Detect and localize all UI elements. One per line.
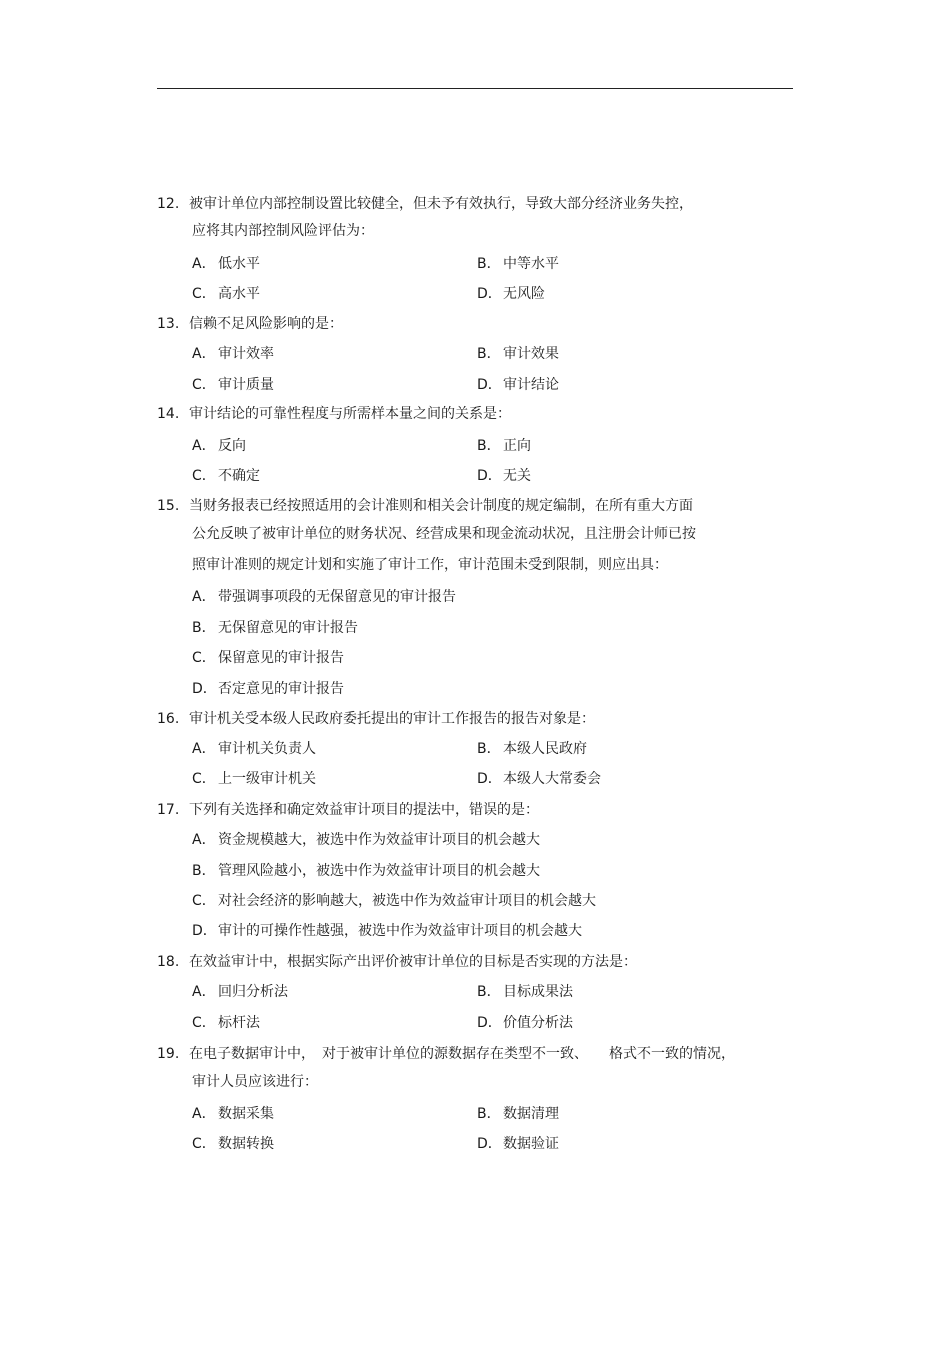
question-stem: 当财务报表已经按照适用的会计准则和相关会计制度的规定编制，在所有重大方面 [189, 498, 693, 514]
option-letter: B． [477, 256, 501, 272]
option-text: 高水平 [218, 286, 260, 302]
option-text: 中等水平 [503, 256, 559, 272]
option-b[interactable] [192, 619, 358, 637]
option-d[interactable] [477, 1135, 559, 1153]
option-text: 审计效率 [218, 346, 274, 362]
option-letter: D． [477, 1136, 502, 1152]
option-text: 数据验证 [503, 1136, 559, 1152]
option-text: 管理风险越小，被选中作为效益审计项目的机会越大 [218, 863, 540, 879]
option-text: 审计质量 [218, 377, 274, 393]
option-letter: C． [192, 650, 216, 666]
option-text: 本级人大常委会 [503, 771, 601, 787]
question-stem-continued: 审计人员应该进行： [192, 1074, 318, 1090]
option-text: 无保留意见的审计报告 [218, 620, 358, 636]
option-d[interactable] [477, 1014, 573, 1032]
option-a[interactable] [192, 437, 246, 455]
option-a[interactable] [192, 345, 274, 363]
option-text: 带强调事项段的无保留意见的审计报告 [218, 589, 456, 605]
option-text: 审计的可操作性越强，被选中作为效益审计项目的机会越大 [218, 923, 582, 939]
option-b[interactable] [477, 1105, 559, 1123]
option-letter: C． [192, 377, 216, 393]
question-stem: 下列有关选择和确定效益审计项目的提法中，错误的是： [189, 802, 539, 818]
option-letter: C． [192, 771, 216, 787]
option-letter: C． [192, 468, 216, 484]
option-text: 正向 [503, 438, 531, 454]
option-text: 数据转换 [218, 1136, 274, 1152]
option-c[interactable] [192, 649, 344, 667]
option-b[interactable] [477, 345, 559, 363]
option-letter: A． [192, 346, 216, 362]
option-c[interactable] [192, 467, 260, 485]
option-d[interactable] [192, 680, 344, 698]
option-b[interactable] [477, 437, 531, 455]
option-letter: A． [192, 984, 216, 1000]
option-letter: D． [477, 1015, 502, 1031]
option-a[interactable] [192, 1105, 274, 1123]
option-a[interactable] [192, 588, 456, 606]
option-d[interactable] [477, 467, 531, 485]
question-stem: 在电子数据审计中， 对于被审计单位的源数据存在类型不一致、 格式不一致的情况， [189, 1046, 735, 1062]
option-letter: A． [192, 589, 216, 605]
option-letter: D． [192, 923, 217, 939]
option-text: 对社会经济的影响越大，被选中作为效益审计项目的机会越大 [218, 893, 596, 909]
header-rule [157, 88, 793, 89]
question-number: 15. [157, 498, 180, 514]
question-stem: 被审计单位内部控制设置比较健全，但未予有效执行，导致大部分经济业务失控， [189, 196, 693, 212]
option-letter: B． [192, 863, 216, 879]
option-a[interactable] [192, 831, 540, 849]
question-stem: 审计结论的可靠性程度与所需样本量之间的关系是： [189, 406, 511, 422]
question-stem: 在效益审计中，根据实际产出评价被审计单位的目标是否实现的方法是： [189, 954, 637, 970]
question-number: 19. [157, 1046, 180, 1062]
option-letter: B． [477, 346, 501, 362]
option-letter: A． [192, 741, 216, 757]
question-stem: 信赖不足风险影响的是： [189, 316, 343, 332]
option-c[interactable] [192, 1135, 274, 1153]
option-letter: D． [477, 771, 502, 787]
option-letter: C． [192, 893, 216, 909]
option-text: 目标成果法 [503, 984, 573, 1000]
option-text: 无关 [503, 468, 531, 484]
option-d[interactable] [477, 285, 545, 303]
option-letter: B． [477, 1106, 501, 1122]
question-number: 14. [157, 406, 180, 422]
question-stem-continued: 公允反映了被审计单位的财务状况、经营成果和现金流动状况，且注册会计师已按 [192, 526, 696, 542]
option-b[interactable] [477, 255, 559, 273]
question-stem-continued: 照审计准则的规定计划和实施了审计工作，审计范围未受到限制，则应出具： [192, 557, 668, 573]
option-letter: D． [477, 377, 502, 393]
option-text: 价值分析法 [503, 1015, 573, 1031]
question-number: 18. [157, 954, 180, 970]
option-text: 数据采集 [218, 1106, 274, 1122]
question-stem-continued: 应将其内部控制风险评估为： [192, 223, 374, 239]
option-text: 反向 [218, 438, 246, 454]
option-text: 资金规模越大，被选中作为效益审计项目的机会越大 [218, 832, 540, 848]
question-number: 16. [157, 711, 180, 727]
option-letter: D． [477, 468, 502, 484]
option-text: 无风险 [503, 286, 545, 302]
option-letter: B． [477, 741, 501, 757]
question-stem: 审计机关受本级人民政府委托提出的审计工作报告的报告对象是： [189, 711, 595, 727]
question-number: 12. [157, 196, 180, 212]
option-c[interactable] [192, 285, 260, 303]
option-letter: B． [477, 984, 501, 1000]
option-letter: D． [192, 681, 217, 697]
option-letter: A． [192, 1106, 216, 1122]
option-text: 审计机关负责人 [218, 741, 316, 757]
option-a[interactable] [192, 255, 260, 273]
option-text: 低水平 [218, 256, 260, 272]
option-letter: C． [192, 286, 216, 302]
option-c[interactable] [192, 376, 274, 394]
option-c[interactable] [192, 1014, 260, 1032]
option-text: 审计结论 [503, 377, 559, 393]
question-number: 13. [157, 316, 180, 332]
option-b[interactable] [192, 862, 540, 880]
option-c[interactable] [192, 892, 596, 910]
option-letter: C． [192, 1136, 216, 1152]
option-letter: A． [192, 438, 216, 454]
option-d[interactable] [477, 376, 559, 394]
option-letter: B． [477, 438, 501, 454]
option-a[interactable] [192, 983, 288, 1001]
option-text: 保留意见的审计报告 [218, 650, 344, 666]
option-text: 不确定 [218, 468, 260, 484]
option-letter: D． [477, 286, 502, 302]
option-d[interactable] [192, 922, 582, 940]
option-letter: A． [192, 832, 216, 848]
option-text: 回归分析法 [218, 984, 288, 1000]
option-text: 否定意见的审计报告 [218, 681, 344, 697]
option-text: 审计效果 [503, 346, 559, 362]
option-text: 本级人民政府 [503, 741, 587, 757]
option-c[interactable] [192, 770, 316, 788]
option-a[interactable] [192, 740, 316, 758]
option-text: 数据清理 [503, 1106, 559, 1122]
question-number: 17. [157, 802, 180, 818]
option-text: 上一级审计机关 [218, 771, 316, 787]
option-b[interactable] [477, 983, 573, 1001]
option-letter: A． [192, 256, 216, 272]
option-letter: C． [192, 1015, 216, 1031]
option-letter: B． [192, 620, 216, 636]
option-d[interactable] [477, 770, 601, 788]
option-text: 标杆法 [218, 1015, 260, 1031]
option-b[interactable] [477, 740, 587, 758]
